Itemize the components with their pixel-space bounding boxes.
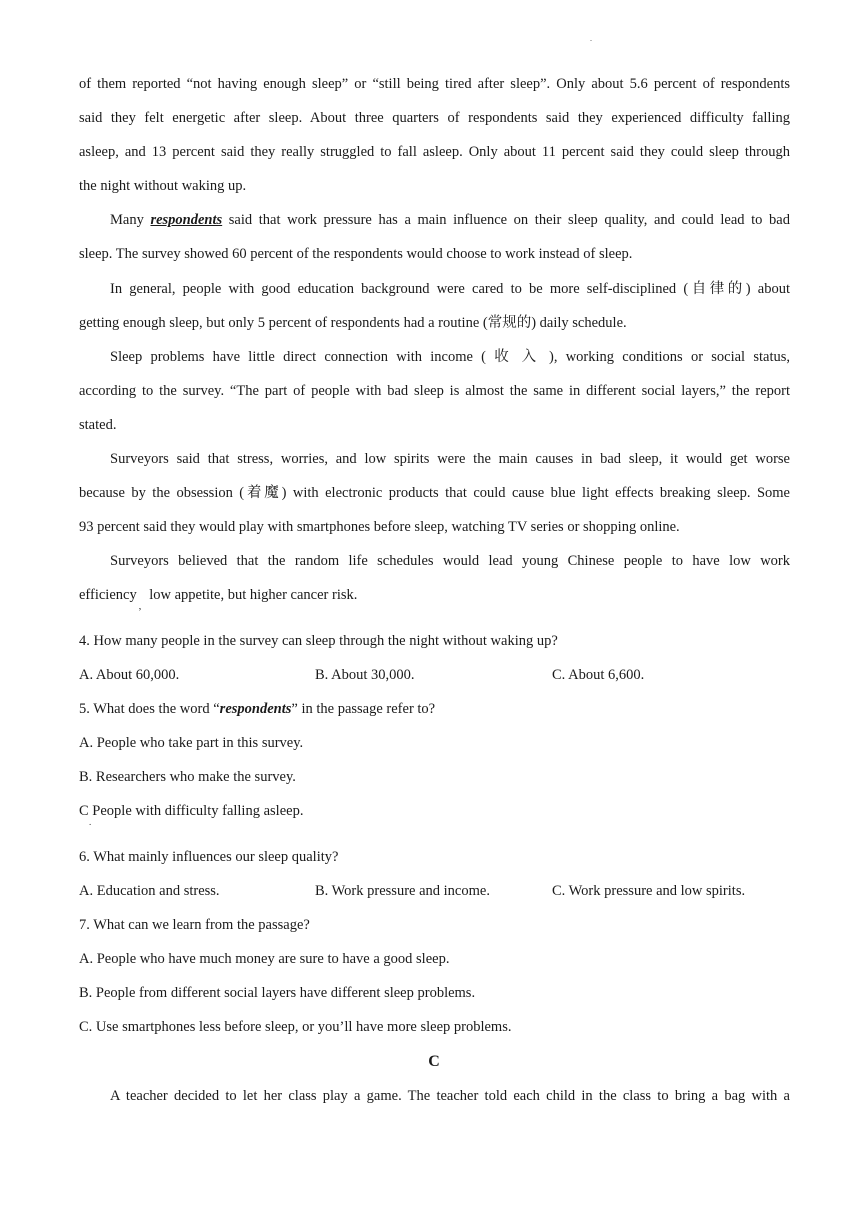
option-b: B. People from different social layers have different sleep problems. [79,985,476,1001]
keyword-respondents: respondents [150,212,223,228]
passage-line: according to the survey. “The part of people with bad sleep is almost the same in different social layers,” the report [79,383,790,399]
passage-line: sleep. The survey showed 60 percent of the respondents would choose to work instead of sleep. [79,246,633,262]
stray-mark: , [138,601,142,612]
passage-line: of them reported “not having enough sleep” or “still being tired after sleep”. Only about 5.6 percent of respondents [79,76,790,92]
passage-line: Surveyors believed that the random life schedules would lead young Chinese people to have low work [110,553,790,569]
passage-line [79,585,790,612]
passage-line: because by the obsession (着魔) with electronic products that could cause blue light effects breaking sleep. Some [79,485,790,501]
option-c: C. Use smartphones less before sleep, or you’ll have more sleep problems. [79,1019,512,1035]
option-c: C People with difficulty falling asleep. [79,803,304,819]
text-run: ” in the passage refer to? [291,701,436,717]
option-a: A. Education and stress. [79,883,220,899]
keyword-respondents: respondents [219,701,292,717]
option-b: B. Researchers who make the survey. [79,769,296,785]
option-b: B. Work pressure and income. [315,883,490,899]
passage-line [79,210,790,230]
text-run: 5. What does the word “ [79,701,220,717]
passage-line: said they felt energetic after sleep. About three quarters of respondents said they experienced difficulty falling [79,110,790,126]
option-a: A. People who have much money are sure to have a good sleep. [79,951,450,967]
question-stem: 4. How many people in the survey can sleep through the night without waking up? [79,633,558,649]
section-heading: C [428,1053,440,1070]
text-run: efficiency [79,587,137,603]
text-run: low appetite, but higher cancer risk. [149,587,358,603]
passage-line: getting enough sleep, but only 5 percent of respondents had a routine (常规的) daily schedule. [79,315,627,331]
option-a: A. About 60,000. [79,667,180,683]
passage-line: A teacher decided to let her class play a game. The teacher told each child in the class to bring a bag with a [110,1088,790,1104]
passage-line: stated. [79,417,117,433]
option-b: B. About 30,000. [315,667,415,683]
question-stem: 7. What can we learn from the passage? [79,917,310,933]
text-run: Many [110,212,151,228]
passage-line: 93 percent said they would play with smartphones before sleep, watching TV series or shopping online. [79,519,680,535]
text-run: said that work pressure has a main influence on their sleep quality, and could lead to bad [222,212,790,228]
passage-line: the night without waking up. [79,178,247,194]
question-stem [79,699,790,719]
page-mark: . [590,34,592,43]
passage-line: Sleep problems have little direct connection with income ( 收 入 ), working conditions or social status, [110,349,790,365]
option-c: C. About 6,600. [552,667,645,683]
stray-mark: . [89,817,92,827]
passage-line: asleep, and 13 percent said they really struggled to fall asleep. Only about 11 percent said they could sleep through [79,144,790,160]
passage-line: Surveyors said that stress, worries, and low spirits were the main causes in bad sleep, it would get worse [110,451,790,467]
option-c: C. Work pressure and low spirits. [552,883,746,899]
passage-line: In general, people with good education background were cared to be more self-disciplined (自律的) about [110,281,790,297]
option-a: A. People who take part in this survey. [79,735,304,751]
question-stem: 6. What mainly influences our sleep quality? [79,849,339,865]
